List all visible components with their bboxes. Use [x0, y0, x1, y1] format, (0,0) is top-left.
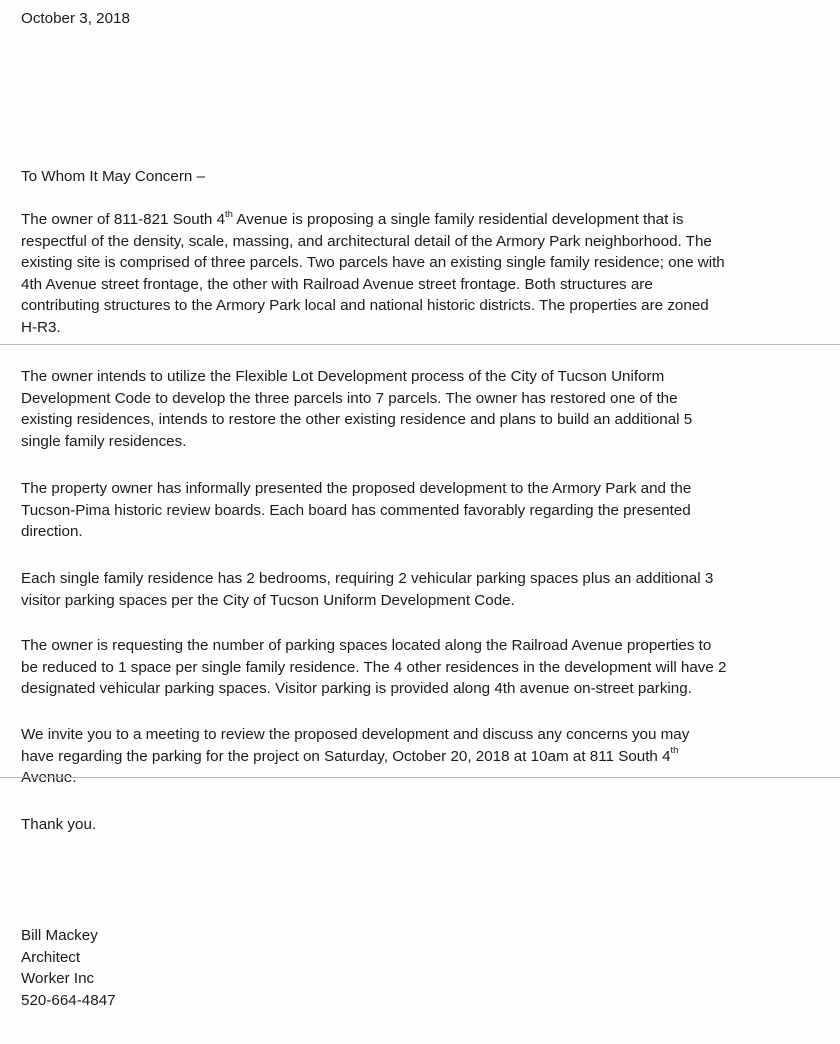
salutation: To Whom It May Concern – [21, 168, 205, 185]
paragraph-5 [21, 635, 727, 700]
ordinal-suffix: th [225, 208, 233, 220]
paragraph-5-line-3: designated vehicular parking spaces. Visitor parking is provided along 4th avenue on-street parking. [21, 680, 692, 697]
paragraph-1-line-1-start: The owner of 811-821 South 4 [21, 211, 226, 228]
scan-fold-line [0, 777, 840, 778]
paragraph-2-line-3: existing residences, intends to restore the other existing residence and plans to build an additional 5 [21, 411, 693, 428]
paragraph-6-line-3: Avenue. [21, 769, 77, 786]
paragraph-1-line-6: H-R3. [21, 318, 61, 336]
signature-title: Architect [21, 948, 81, 966]
paragraph-1-line-1 [21, 209, 725, 231]
paragraph-1-line-4: 4th Avenue street frontage, the other with Railroad Avenue street frontage. Both structures are [21, 275, 653, 293]
paragraph-2 [21, 366, 692, 452]
paragraph-6 [21, 724, 689, 789]
paragraph-2-line-1: The owner intends to utilize the Flexible Lot Development process of the City of Tucson Uniform [21, 368, 665, 385]
paragraph-4-line-1: Each single family residence has 2 bedrooms, requiring 2 vehicular parking spaces plus an additional 3 [21, 570, 714, 587]
signature-name: Bill Mackey [21, 927, 98, 944]
paragraph-3 [21, 478, 691, 543]
ordinal-suffix: th [670, 745, 679, 757]
paragraph-2-line-4: single family residences. [21, 432, 187, 450]
paragraph-3-line-3: direction. [21, 523, 83, 540]
paragraph-1 [21, 209, 725, 338]
paragraph-6-line-2-text: have regarding the parking for the project on Saturday, October 20, 2018 at 10am at 811 South 4 [21, 747, 671, 765]
paragraph-1-line-5: contributing structures to the Armory Park local and national historic districts. The properties are zoned [21, 297, 709, 314]
paragraph-1-line-3: existing site is comprised of three parcels. Two parcels have an existing single family residence; one with [21, 254, 725, 271]
paragraph-6-line-1: We invite you to a meeting to review the proposed development and discuss any concerns you may [21, 726, 690, 743]
paragraph-4 [21, 568, 713, 611]
signature-phone: 520-664-4847 [21, 991, 116, 1009]
paragraph-5-line-1: The owner is requesting the number of parking spaces located along the Railroad Avenue properties to [21, 637, 712, 654]
paragraph-1-line-2: respectful of the density, scale, massing, and architectural detail of the Armory Park neighborhood. The [21, 232, 712, 250]
signature-block [21, 925, 116, 1011]
paragraph-3-line-1: The property owner has informally presented the proposed development to the Armory Park and the [21, 480, 692, 497]
paragraph-5-line-2: be reduced to 1 space per single family residence. The 4 other residences in the development will have 2 [21, 658, 727, 676]
paragraph-6-line-2 [21, 746, 689, 768]
paragraph-3-line-2: Tucson-Pima historic review boards. Each board has commented favorably regarding the presented [21, 501, 691, 519]
letter-date: October 3, 2018 [21, 10, 130, 27]
scan-fold-line [0, 344, 840, 345]
closing: Thank you. [21, 816, 97, 833]
paragraph-4-line-2: visitor parking spaces per the City of Tucson Uniform Development Code. [21, 591, 515, 609]
paragraph-1-line-1-end: Avenue is proposing a single family residential development that is [232, 211, 684, 228]
signature-company: Worker Inc [21, 970, 95, 987]
paragraph-2-line-2: Development Code to develop the three parcels into 7 parcels. The owner has restored one of the [21, 389, 678, 407]
